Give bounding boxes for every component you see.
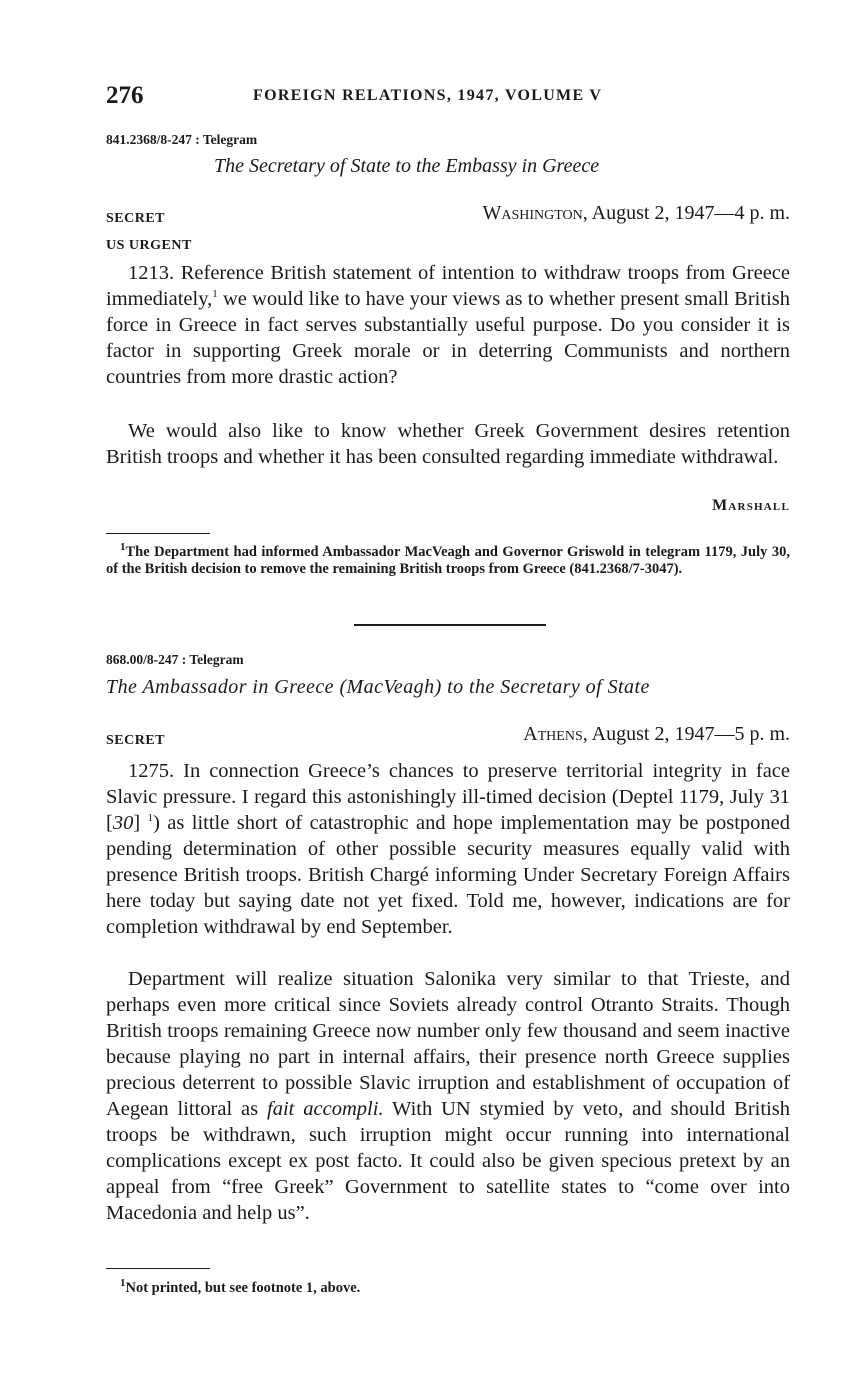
doc1-paragraph-2: We would also like to know whether Greek Government desires retention British troops and whether it has been consulted regarding immediate withdrawal.	[106, 420, 790, 468]
doc2-para1-b: ]	[133, 812, 141, 834]
doc2-para1-bracket: 30	[112, 812, 134, 834]
doc2-paragraph-1	[106, 758, 790, 940]
footnote-marker: 1	[212, 288, 218, 301]
doc1-signature: Marshall	[712, 497, 790, 514]
doc2-place: Athens,	[523, 723, 588, 745]
doc1-title: The Secretary of State to the Embassy in Greece	[214, 155, 600, 177]
doc1-dateline	[482, 202, 790, 225]
footnote-marker: 1	[147, 812, 154, 825]
footnote-marker: 1	[120, 1277, 126, 1290]
doc1-footnote-text: The Department had informed Ambassador MacVeagh and Governor Griswold in telegram 1179, July 30, of the British decision to remove the remaining British troops from Greece (841.2368/7-3047).	[106, 544, 790, 577]
doc2-classification: SECRET	[106, 733, 166, 748]
footnote-marker: 1	[120, 541, 126, 554]
doc1-place: Washington,	[482, 202, 588, 224]
section-divider	[354, 624, 546, 626]
doc1-classification: SECRET	[106, 211, 166, 226]
running-head	[106, 82, 790, 112]
doc2-para1-c: ) as little short of catastrophic and hope implementation may be postponed pending determination of other possible security measures equally valid with presence British troops. British Chargé informing Under Secretary Foreign Affairs here today but saying date not yet fixed. Told me, however, indications are for completion withdrawal by end September.	[106, 812, 791, 938]
doc1-paragraph-1	[106, 260, 790, 390]
doc1-reference: 841.2368/8-247 : Telegram	[106, 132, 258, 147]
doc1-para1-rest: we would like to have your views as to whether present small British force in Greece in fact serves substantially useful purpose. Do you consider it is factor in supporting Greek morale or in deterring Communists and northern countries from more drastic action?	[106, 288, 790, 388]
footnote-rule	[106, 533, 210, 534]
doc2-dateline	[523, 723, 790, 746]
footnote-rule	[106, 1268, 210, 1269]
doc2-para2-b: With UN stymied by veto, and should British troops be withdrawn, such irruption might occur running into international complications except ex post facto. It could also be given specious pretext by an appeal from “free Greek” Government to satellite states to “come over into Macedonia and help us”.	[106, 1098, 790, 1224]
doc1-date: August 2, 1947—4 p. m.	[591, 202, 790, 224]
doc2-paragraph-2	[106, 966, 790, 1226]
doc2-para2-italic: fait accompli.	[267, 1098, 384, 1120]
doc2-title: The Ambassador in Greece (MacVeagh) to the Secretary of State	[106, 676, 650, 698]
doc2-footnote	[106, 1277, 790, 1297]
doc2-para1-a: 1275. In connection Greece’s chances to preserve territorial integrity in face Slavic pressure. I regard this astonishingly ill-timed decision (Deptel 1179, July 31 [	[106, 760, 790, 834]
doc1-para1-text: 1213. Reference British statement of intention to withdraw troops from Greece immediately,	[106, 262, 790, 310]
doc2-footnote-text: Not printed, but see footnote 1, above.	[125, 1280, 361, 1296]
running-title: FOREIGN RELATIONS, 1947, VOLUME V	[253, 87, 603, 104]
doc1-footnote	[106, 541, 790, 578]
doc2-date: August 2, 1947—5 p. m.	[591, 723, 790, 745]
doc1-priority: US URGENT	[106, 238, 192, 253]
page-number: 276	[106, 82, 144, 109]
doc2-para2-a: Department will realize situation Salonika very similar to that Trieste, and perhaps even more critical since Soviets already control Otranto Straits. Though British troops remaining Greece now number only few thousand and seem inactive because playing no part in internal affairs, their presence north Greece supplies precious deterrent to possible Slavic irruption and establishment of occupation of Aegean littoral as	[106, 968, 790, 1120]
doc2-reference: 868.00/8-247 : Telegram	[106, 652, 244, 667]
